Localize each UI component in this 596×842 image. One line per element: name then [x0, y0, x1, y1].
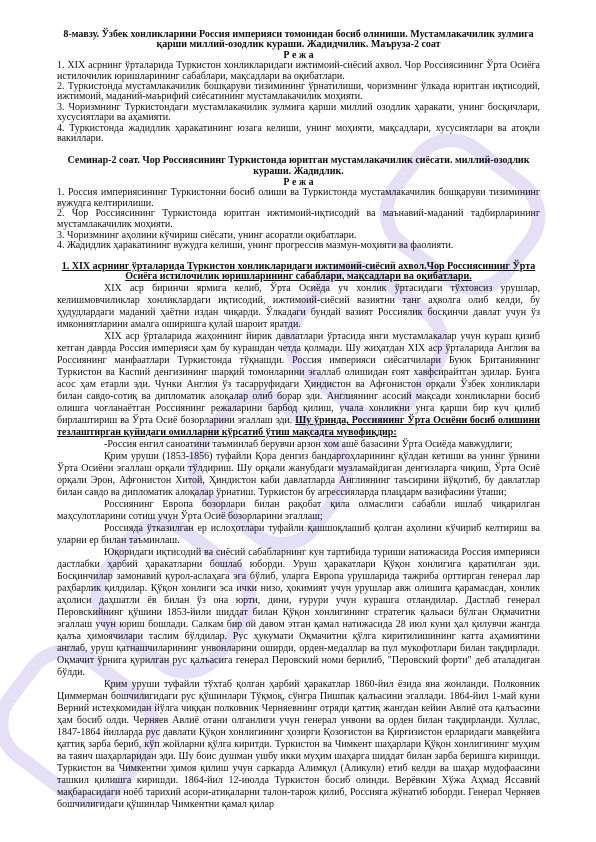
seminar-plan-list [57, 178, 540, 252]
seminar-plan-item-2: 2. Чор Россиясининг Туркистонда юритган ижтимоий-иқтисодий ва маънавий-маданий тадбирларининг мустамлакачилик моҳияти. [57, 208, 540, 231]
lecture-plan-item-2: 2. Туркистонда мустамлакачилик бошқаруви тизимининг ўрнатилиши, чоризмнинг ўлкада юритган иқтисодий, ижтимоий, маданий-маърифий сиёсатининг мустамлакачилик моҳияти. [57, 81, 540, 103]
lecture-plan-heading: Р е ж а [283, 49, 314, 61]
seminar-plan-heading: Р е ж а [283, 176, 314, 188]
seminar-plan-item-1: 1. Россия империясининг Туркистонни босиб олиши ва Туркистонда мустамлакачилик бошқаруви тизимининг вужудга келтирилиши. [57, 187, 540, 209]
factor-item-1: -Россия енгил саноатини таъминлаб берувчи арзон хом ашё базасини Ўрта Осиёда мавжудлиги; [104, 439, 513, 450]
document-title: 8-мавзу. Ўзбек хонликларини Россия империяси томонидан босиб олиниши. Мустамлакачилик зулмига қарши миллий-озодлик кураши. Жадидчилик. Маъруза-2 соат [63, 29, 534, 51]
body-paragraph-2-text: XIX аср ўрталарида жаҳоннинг йирик давлатлари ўртасида янги мустамлакалар учун кураш қизиб кетган даврда Россия империяси ҳам бу курашдан четда қолмади. Шу жиҳатдан XIX аср ўрталарида Англия ва Россиянинг манфаатлари Туркистонда тўқнашди. Россия империяси сиёсатчилари Буюк Британиянинг Туркистон ва Каспий денгизининг шарқий томонларини эгаллаб олишидан ғоят хавфсирайтган эдилар. Бунга асос ҳам етарли эди. Чунки Англия ўз тасарруфидаги Ҳиндистон ва Афғонистон орқали Ўзбек хонликлари билан савдо-сотиқ ва дипломатик алоқалар олиб борар эди. Англиянинг асосий мақсади хонликларни босиб олишга чоғланаётган Россиянинг режаларини барбод қилиш, учала хонликни унга қарши бир куч қилиб бирлаштириш ва Ўрта Осиё бозорларини эгаллаш эди. [57, 331, 540, 426]
seminar-plan-item-3: 3. Чоризмнинг аҳолини кўчириш сиёсати, унинг асоратли оқибатлари. [57, 229, 357, 241]
factor-item-3: Россиянинг Европа бозорлари билан рақобат қила олмаслиги сабабли ишлаб чиқарилган маҳсулотларини сотиш учун Ўрта Осиё бозорларини эгаллаш; [57, 499, 540, 522]
lecture-plan-item-3: 3. Чоризмнинг Туркистондаги мустамлакачилик зулмига қарши миллий озодлик ҳаракати, унинг босқичлари, хусусиятлари ва аҳамияти. [57, 101, 540, 124]
body-paragraph-2-emphasis: Шу ўринда, Россиянинг Ўрта Осиёни босиб олишини тезлаштирган қуйидаги омилларни кўрсатиб ўтиш мақсадга мувофиқдир: [57, 415, 541, 438]
factor-item-2: Қрим уруши (1853-1856) туфайли Қора денгиз бандаргоҳларининг қўлдан кетиши ва унинг ўрнини Ўрта Осиёни эгаллаш орқали тўлдириш. Шу орқали жанубдаги музламайдиган денгизларга чиқиш, Ўрта Осиё орқали Эрон, Афғонистон Хитой, Ҳиндистон каби давлатларда Англиянинг таъсирини йўқотиб, бу давлатлар билан савдо ва дипломатик алоқалар ўрнатиш. Туркистон бу агрессияларда плацдарм вазифасини ўташи; [57, 451, 540, 498]
document-body [57, 30, 540, 811]
lecture-plan-list [57, 61, 540, 144]
body-paragraph-2 [57, 331, 540, 439]
section-heading: 1. XIX асрнинг ўрталарида Туркистон хонликларидаги ижтимоий-сиёсий ахвол.Чор Россиясининг Ўрта Осиёга истилочилик юришларининг сабаблари, мақсадлари ва оқибатлари. [61, 260, 536, 283]
factor-item-4: Россияда ўтказилган ер ислоҳотлари туфайли қашшоқлашиб қолган аҳолини кўчириб келтириш ва уларни ер билан таъминлаш. [57, 523, 540, 546]
seminar-plan-item-4: 4. Жадидлик ҳаракатининг вужудга келиши, унинг прогрессив мазмун-моҳияти ва фаолияти. [57, 240, 454, 252]
seminar-title: Семинар-2 соат. Чор Россиясининг Туркистонда юритган мустамлакачилик сиёсати. миллий-озодлик кураши. Жадидлик. [67, 155, 530, 178]
body-paragraph-4: Қрим уруши туфайли тўхтаб қолган ҳарбий ҳаракатлар 1860-йил ёзида яна жонланди. Полковник Циммерман бошчилигидаги рус қўшинлари Тўқмоқ, сўнгра Пишпак қалъасини эгаллади. 1864-йил 1-май куни Верний истеҳкомидан йўлга чиққан полковник Черняевнинг отряди қаттиқ жангдан кейин Авлиё ота қалъасини ҳам босиб олди. Черняев Авлиё отани олганлиги учун генерал унвони ва орден билан тақдирланди. Хуллас, 1847-1864 йилларда рус давлати Қўқон хонлигининг ҳозирги Қозоғистон ва Қирғизистон ерларидаги мавқейига қаттиқ зарба бериб, кўп жойларни қўлга киритди. Туркистон ва Чимкент шаҳарлари Қўқон хонлигининг муҳим ва таянч шаҳарларидан эди. Шу боис душман ушбу икки муҳим шаҳарга шиддат билан зарба беришга киришди. Туркистон ва Чимкентни ҳимоя қилиш учун саркарда Алимқул (Аликули) етиб келди ва шаҳар мудофаасини ташкил қилишга киришди. 1864-йил 12-июлда Туркистон босиб олинди. Верёвкин Хўжа Аҳмад Яссавий мақбарасидаги ноёб тарихий асори-атиқаларни талон-тарож қилиб, Россияга жўнатиб юборди. Генерал Черняев бошчилигидаги қўшинлар Чимкентни қамал қилар [57, 679, 540, 810]
body-paragraph-1: XIX аср биринчи ярмига келиб, Ўрта Осиёда уч хонлик ўртасидаги тўхтовсиз урушлар, келишмовчиликлар хонликлардаги иқтисодий, ижтимоий-сиёсий вазиятни танг аҳволга олиб келди, бу ҳудудлардаги маданий ҳаётни издан чиқарди. Ўлкадаги бундай вазият Россиялик босқинчи давлат учун ўз имкониятларини амалга оширишга қулай шароит яратди. [57, 283, 540, 330]
lecture-plan-item-1: 1. XIX асрнинг ўрталарида Туркистон хонликларидаги ижтимоий-сиёсий ахвол. Чор Россиясининг Ўрта Осиёга истилочилик юришларининг сабаблари, мақсадлари ва оқибатлари. [57, 60, 540, 82]
body-paragraph-3: Юқоридаги иқтисодий ва сиёсий сабабларнинг кун тартибида туриши натижасида Россия империяси дастлабки ҳарбий ҳаракатларни бошлаб юборди. Уруш ҳаракатлари Қўқон хонлигига қаратилган эди. Босқинчилар замонавий қурол-аслаҳага эга бўлиб, уларга Европа урушларида тажриба орттирган генерал лар раҳбарлик қилдилар. Қўқон хонлиги эса ички низо, ҳокимият учун урушлар авж олишига қарамасдан, хонлик аҳолиси даҳшатли ёв билан ўз она юрти, дини, ғурури учун курашга отландилар. Дастлаб генерал Перовскийнинг қўшини 1853-йили шиддат билан Қўқон хонлигининг стратегик қальаси бўлган Оқмачитни эгаллаш учун юриш бошлади. Салкам бир ой давом этган қамал натижасида 28 июл куни ҳал қилувчи жангда қалъа ҳимоячилари таслим бўлдилар. Рус ҳукумати Оқмачитни қўлга киритилишининг катта аҳамиятини англаб, уруш қатнашчиларининг унвонларини оширди, орден-медаллар ва пул мукофотлари билан тақдирлади. Оқмачит ўрнига қурилган рус қалъасига генерал Перовский номи берилиб, "Перовский форти" деб аталадиган бўлди. [57, 547, 540, 678]
lecture-plan-item-4: 4. Туркистонда жадидлик ҳаракатининг юзага келиши, унинг моҳияти, мақсадлари, хусусиятлари ва атоқли вакиллари. [57, 122, 540, 145]
